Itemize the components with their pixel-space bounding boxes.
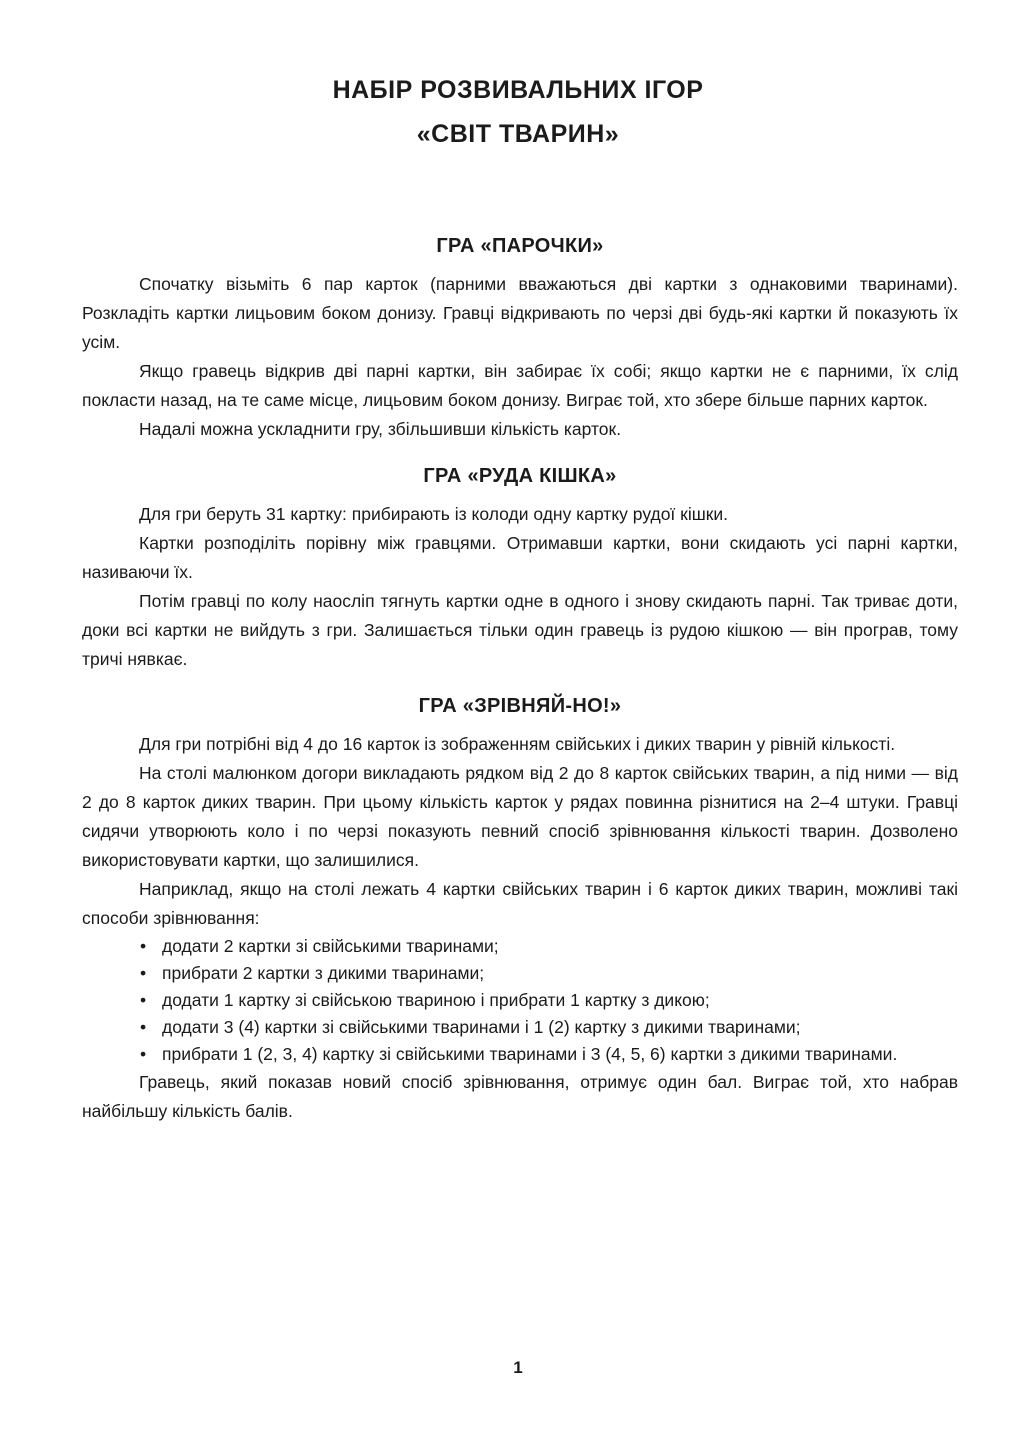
- list-item: • прибрати 2 картки з дикими тваринами;: [140, 960, 958, 987]
- paragraph: Картки розподіліть порівну між гравцями. Отримавши картки, вони скидають усі парні картки, називаючи їх.: [82, 533, 958, 582]
- paragraph: Для гри беруть 31 картку: прибирають із колоди одну картку рудої кішки.: [139, 504, 729, 524]
- paragraph: Надалі можна ускладнити гру, збільшивши кількість карток.: [139, 419, 622, 439]
- section-title: ГРА «РУДА КІШКА»: [423, 465, 617, 487]
- paragraph: Спочатку візьміть 6 пар карток (парними вважаються дві картки з однаковими тваринами). Розкладіть картки лицьовим боком донизу. Гравці відкривають по черзі дві будь-які картки й показують їх усім.: [82, 274, 958, 352]
- section-title: ГРА «ЗРІВНЯЙ-НО!»: [418, 695, 622, 717]
- section-title: ГРА «ПАРОЧКИ»: [436, 235, 604, 257]
- page-number: 1: [513, 1358, 523, 1377]
- paragraph: Потім гравці по колу наосліп тягнуть картки одне в одного і знову скидають парні. Так триває доти, доки всі картки не вийдуть з гри. Залишається тільки один гравець із рудою кішкою — він програв, тому тричі нявкає.: [82, 591, 958, 669]
- section-ruda-kishka: [82, 462, 958, 674]
- section-zrivniai-no: [82, 692, 958, 1126]
- paragraph: Якщо гравець відкрив дві парні картки, він забирає їх собі; якщо картки не є парними, їх слід покласти назад, на те саме місце, лицьовим боком донизу. Виграє той, хто збере більше парних карток.: [82, 361, 958, 410]
- paragraph: Гравець, який показав новий спосіб зрівнювання, отримує один бал. Виграє той, хто набрав найбільшу кількість балів.: [82, 1072, 958, 1121]
- equalizing-ways-list: [82, 933, 958, 1068]
- paragraph: Для гри потрібні від 4 до 16 карток із зображенням свійських і диких тварин у рівній кількості.: [139, 734, 896, 754]
- document-title-line-1: НАБІР РОЗВИВАЛЬНИХ ІГОР: [332, 76, 704, 104]
- section-parochky: [82, 232, 958, 444]
- list-item: • прибрати 1 (2, 3, 4) картку зі свійськими тваринами і 3 (4, 5, 6) картки з дикими тваринами.: [140, 1041, 958, 1068]
- list-item: • додати 3 (4) картки зі свійськими тваринами і 1 (2) картку з дикими тваринами;: [140, 1014, 958, 1041]
- document-body: [82, 232, 958, 1126]
- paragraph: Наприклад, якщо на столі лежать 4 картки свійських тварин і 6 карток диких тварин, можливі такі способи зрівнювання:: [82, 879, 958, 928]
- list-item: • додати 1 картку зі свійською твариною і прибрати 1 картку з дикою;: [140, 987, 958, 1014]
- paragraph: На столі малюнком догори викладають рядком від 2 до 8 карток свійських тварин, а під ними — від 2 до 8 карток диких тварин. При цьому кількість карток у рядах повинна різнитися на 2–4 штуки. Гравці сидячи утворюють коло і по черзі показують певний спосіб зрівнювання кількості тварин. Дозволено використовувати картки, що залишилися.: [82, 763, 958, 870]
- list-item: • додати 2 картки зі свійськими тваринами;: [140, 933, 958, 960]
- document-title-line-2: «СВІТ ТВАРИН»: [416, 120, 620, 148]
